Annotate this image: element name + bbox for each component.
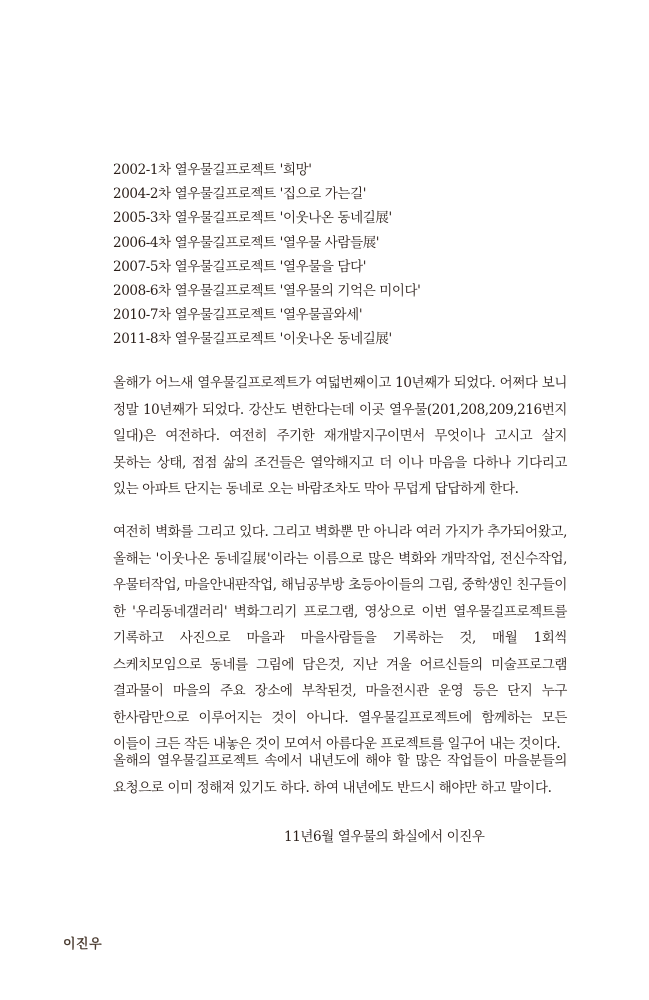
- history-item: 2006-4차 열우물길프로젝트 '열우물 사람들展': [113, 234, 380, 251]
- history-item: 2010-7차 열우물길프로젝트 '열우물골와세': [113, 307, 363, 324]
- project-history-list: [113, 158, 613, 352]
- body-paragraph-1: 올해가 어느새 열우물길프로젝트가 여덟번째이고 10년째가 되었다. 어쩌다 보니 정말 10년째가 되었다. 강산도 변한다는데 이곳 열우물(201,208,209,216번지 일대)은 여전하다. 여전히 주기한 재개발지구이면서 무엇이나 고시고 살지 못하는 상태, 점점 삶의 조건들은 열악해지고 더 이나 마음을 다하나 기다리고 있는 아파트 단지는 동네로 오는 바람조차도 막아 무덥게 답답하게 한다.: [113, 375, 567, 497]
- history-item: 2002-1차 열우물길프로젝트 '희망': [113, 162, 312, 178]
- history-item: 2008-6차 열우물길프로젝트 '열우물의 기억은 미이다': [113, 283, 421, 300]
- history-item: 2004-2차 열우물길프로젝트 '집으로 가는길': [113, 186, 367, 203]
- signature-line: 11년6월 열우물의 화실에서 이진우: [284, 829, 485, 845]
- history-item: 2005-3차 열우물길프로젝트 '이웃나온 동네길展': [113, 210, 392, 227]
- body-paragraph-2: 여전히 벽화를 그리고 있다. 그리고 벽화뿐 만 아니라 여러 가지가 추가되어왔고, 올해는 '이웃나온 동네길展'이라는 이름으로 많은 벽화와 개막작업, 전신수작업, 우물터작업, 마을안내판작업, 해님공부방 초등아이들의 그림, 중학생인 친구들이 한 '우리동네갤러리' 벽화그리기 프로그램, 영상으로 이번 열우물길프로젝트를 기록하고 사진으로 마을과 마을사람들을 기록하는 것, 매월 1회씩 스케치모임으로 동네를 그림에 담은것, 지난 겨울 어르신들의 미술프로그램 결과물이 마을의 주요 장소에 부착된것, 마을전시관 운영 등은 단지 누구 한사람만으로 이루어지는 것이 아니다. 열우물길프로젝트에 함께하는 모든 이들이 크든 작든 내놓은 것이 모여서 아름다운 프로젝트를 일구어 내는 것이다.: [113, 524, 567, 752]
- history-item: 2007-5차 열우물길프로젝트 '열우물을 담다': [113, 258, 367, 275]
- author-name: 이진우: [63, 937, 103, 952]
- history-item: 2011-8차 열우물길프로젝트 '이웃나온 동네길展': [113, 331, 392, 348]
- body-paragraph-3: 올해의 열우물길프로젝트 속에서 내년도에 해야 할 많은 작업들이 마을분들의 요청으로 이미 정해져 있기도 하다. 하여 내년에도 반드시 해야만 하고 말이다.: [113, 753, 567, 796]
